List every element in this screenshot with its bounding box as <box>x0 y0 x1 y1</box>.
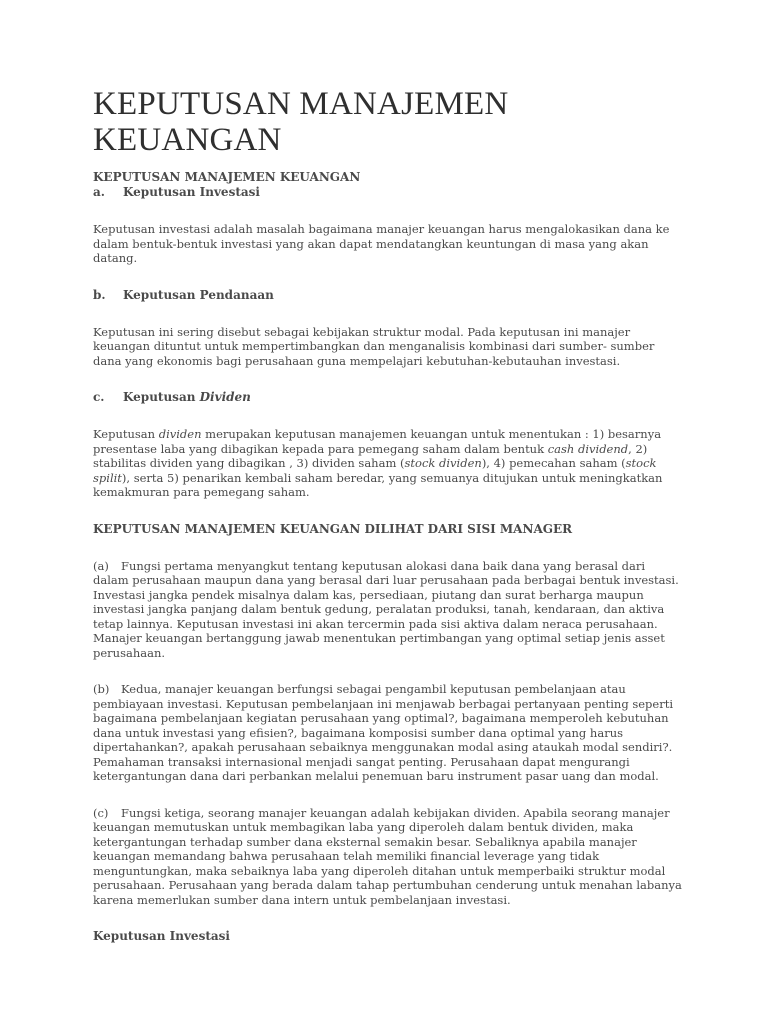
manager-item-b <box>93 682 683 784</box>
section-b-mark: b. <box>93 287 106 302</box>
subtitle-heading: KEPUTUSAN MANAJEMEN KEUANGAN <box>93 170 361 184</box>
manager-item-a-text: Fungsi pertama menyangkut tentang keputusan alokasi dana baik dana yang berasal dari dalam perusahaan maupun dana yang berasal dari luar perusahaan pada berbagai bentuk investasi. Investasi jangka pendek misalnya dalam kas, persediaan, piutang dan surat berharga maupun investasi jangka panjang dalam bentuk gedung, peralatan produksi, tanah, kendaraan, dan aktiva tetap lainnya. Keputusan investasi ini akan tercermin pada sisi aktiva dalam neraca perusahaan. Manajer keuangan bertanggung jawab menentukan pertimbangan yang optimal setiap jenis asset perusahaan. <box>93 558 679 660</box>
section-c-body-italic: dividen <box>158 427 202 441</box>
section-a-title: Keputusan Investasi <box>123 185 260 199</box>
section-c-body-part: Keputusan <box>93 427 159 441</box>
section-c-body-italic: stock dividen <box>404 456 482 470</box>
final-heading: Keputusan Investasi <box>93 929 230 943</box>
document-title: KEPUTUSAN MANAJEMEN KEUANGAN <box>93 86 509 158</box>
section-c-body <box>93 427 683 500</box>
manager-item-b-mark: (b) <box>93 682 110 696</box>
section-c-body-part: merupakan keputusan manajemen keuangan untuk menentukan : 1) besarnya presentase laba yang dibagikan kepada para pemegang saham dalam bentuk <box>93 427 662 456</box>
manager-item-a <box>93 559 683 661</box>
section-c-title <box>123 390 251 405</box>
section-a-mark: a. <box>93 185 105 199</box>
section-a-heading <box>93 185 683 200</box>
section-c-body-italic: cash dividend <box>547 441 629 456</box>
section-c-mark: c. <box>93 390 105 404</box>
manager-item-a-mark: (a) <box>93 558 109 573</box>
section-c-body-italic: stock spilit <box>93 456 657 485</box>
section-c-title-italic: Dividen <box>199 390 251 404</box>
section-b-heading <box>93 288 683 303</box>
manager-item-b-text: Kedua, manajer keuangan berfungsi sebagai pengambil keputusan pembelanjaan atau pembiayaan investasi. Keputusan pembelanjaan ini menjawab berbagai pertanyaan penting seperti bagaimana pembelanjaan kegiatan perusahaan yang optimal?, bagaimana memperoleh kebutuhan dana untuk investasi yang efisien?, bagaimana komposisi sumber dana optimal yang harus dipertahankan?, apakah perusahaan sebaiknya menggunakan modal asing ataukah modal sendiri?. Pemahaman transaksi internasional menjadi sangat penting. Perusahaan dapat mengurangi ketergantungan dana dari perbankan melalui penemuan baru instrument pasar uang dan modal. <box>93 682 674 783</box>
document-page <box>93 86 683 944</box>
section-c-title-prefix: Keputusan <box>123 390 200 404</box>
manager-section-heading: KEPUTUSAN MANAJEMEN KEUANGAN DILIHAT DARI SISI MANAGER <box>93 521 573 536</box>
section-c-heading <box>93 390 683 405</box>
section-b-body: Keputusan ini sering disebut sebagai kebijakan struktur modal. Pada keputusan ini manajer keuangan dituntut untuk mempertimbangkan dan menganalisis kombinasi dari sumber- sumber dana yang ekonomis bagi perusahaan guna mempelajari kebutuhan-kebutauhan investasi. <box>93 324 655 368</box>
section-b-title: Keputusan Pendanaan <box>123 287 274 302</box>
manager-item-c-text: Fungsi ketiga, seorang manajer keuangan adalah kebijakan dividen. Apabila seorang manajer keuangan memutuskan untuk membagikan laba yang diperoleh dalam bentuk dividen, maka ketergantungan terhadap sumber dana eksternal semakin besar. Sebaliknya apabila manajer keuangan memandang bahwa perusahaan telah memiliki financial leverage yang tidak menguntungkan, maka sebaiknya laba yang diperoleh ditahan untuk memperbaiki struktur modal perusahaan. Perusahaan yang berada dalam tahap pertumbuhan cenderung untuk menahan labanya karena memerlukan sumber dana intern untuk pembelanjaan investasi. <box>93 805 682 907</box>
section-c-body-part: ), 4) pemecahan saham ( <box>481 456 626 470</box>
section-c-body-part: , 2) stabilitas dividen yang dibagikan , 3) dividen saham ( <box>93 441 648 470</box>
manager-item-c-mark: (c) <box>93 805 109 820</box>
manager-item-c <box>93 806 683 908</box>
section-c-body-part: ), serta 5) penarikan kembali saham beredar, yang semuanya ditujukan untuk meningkatkan kemakmuran para pemegang saham. <box>93 470 663 499</box>
section-a-body: Keputusan investasi adalah masalah bagaimana manajer keuangan harus mengalokasikan dana ke dalam bentuk-bentuk investasi yang akan dapat mendatangkan keuntungan di masa yang akan datang. <box>93 222 670 265</box>
